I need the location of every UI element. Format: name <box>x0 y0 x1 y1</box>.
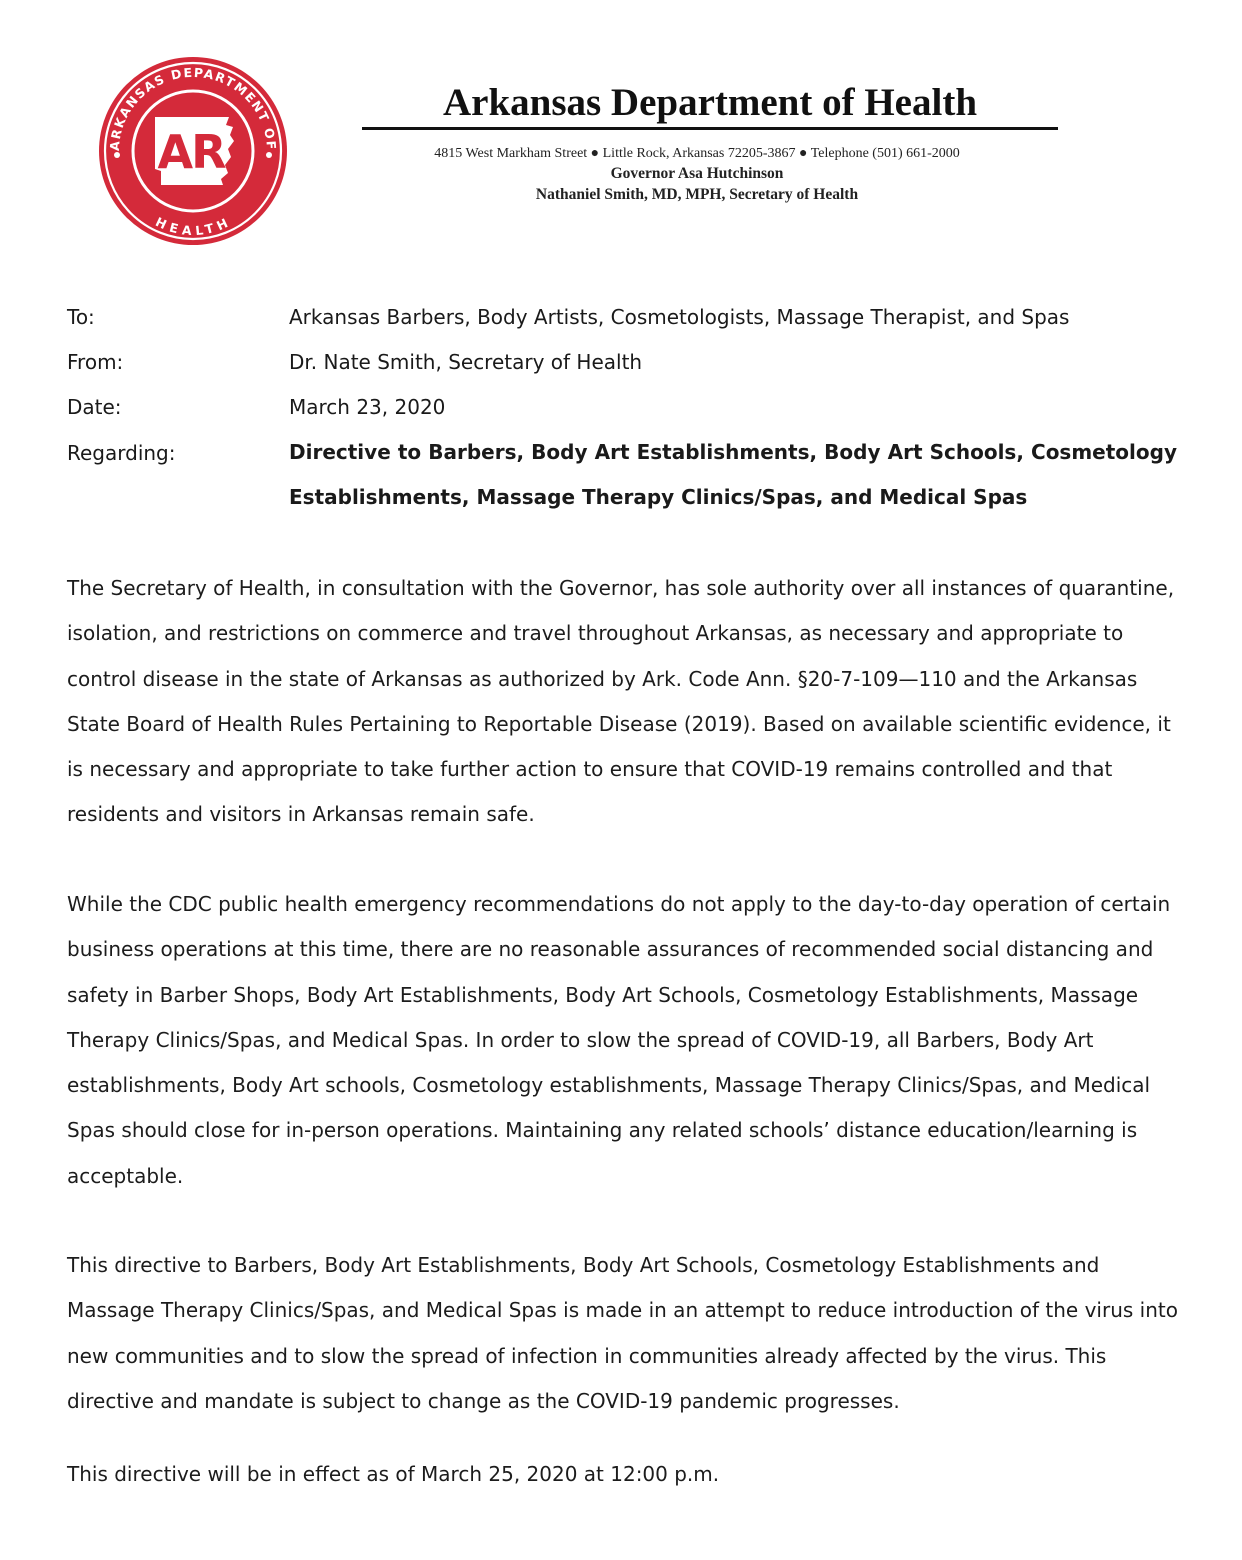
secretary-line: Nathaniel Smith, MD, MPH, Secretary of Health <box>535 186 859 203</box>
department-seal-logo <box>97 55 289 247</box>
effective-date-paragraph: This directive will be in effect as of March 25, 2020 at 12:00 p.m. <box>67 1462 720 1486</box>
memo-regarding-label: Regarding: <box>67 441 176 465</box>
body-paragraph-2: While the CDC public health emergency recommendations do not apply to the day-to-day operation of certain business operations at this time, there are no reasonable assurances of recommended social distancing and safety in Barber Shops, Body Art Establishments, Body Art Schools, Cosmetology Establishments, Massage Therapy Clinics/Spas, and Medical Spas. In order to slow the spread of COVID-19, all Barbers, Body Art establishments, Body Art schools, Cosmetology establishments, Massage Therapy Clinics/Spas, and Medical Spas should close for in-person operations. Maintaining any related schools’ distance education/learning is acceptable. <box>67 892 1171 1188</box>
address-line: 4815 West Markham Street ● Little Rock, Arkansas 72205-3867 ● Telephone (501) 661-2000 <box>434 146 960 161</box>
governor-line: Governor Asa Hutchinson <box>610 165 784 182</box>
memo-from-value: Dr. Nate Smith, Secretary of Health <box>289 350 643 374</box>
letterhead-address-block <box>362 145 1032 205</box>
memo-date-label: Date: <box>67 395 122 419</box>
seal-dot-left <box>114 152 120 158</box>
body-paragraph-1: The Secretary of Health, in consultation with the Governor, has sole authority over all instances of quarantine, isolation, and restrictions on commerce and travel throughout Arkansas, as necessary and appropriate to control disease in the state of Arkansas as authorized by Ark. Code Ann. §20-7-109—110 and the Arkansas State Board of Health Rules Pertaining to Reportable Disease (2019). Based on available scientific evidence, it is necessary and appropriate to take further action to ensure that COVID-19 remains controlled and that residents and visitors in Arkansas remain safe. <box>67 576 1175 827</box>
memo-regarding-value: Directive to Barbers, Body Art Establishments, Body Art Schools, Cosmetology Establishments, Massage Therapy Clinics/Spas, and Medical Spas <box>289 440 1177 509</box>
memo-date-value: March 23, 2020 <box>289 395 446 419</box>
memo-from-label: From: <box>67 350 124 374</box>
seal-monogram: AR <box>157 125 225 179</box>
memo-to-label: To: <box>67 305 95 329</box>
seal-dot-right <box>266 152 272 158</box>
title-underline <box>362 127 1058 130</box>
seal-bottom-text: HEALTH <box>153 213 233 238</box>
seal-top-text: ARKANSAS DEPARTMENT OF <box>106 64 280 152</box>
department-title: Arkansas Department of Health <box>442 81 978 124</box>
body-paragraph-3: This directive to Barbers, Body Art Establishments, Body Art Schools, Cosmetology Establishments and Massage Therapy Clinics/Spas, and Medical Spas is made in an attempt to reduce introduction of the virus into new communities and to slow the spread of infection in communities already affected by the virus. This directive and mandate is subject to change as the COVID-19 pandemic progresses. <box>67 1253 1178 1413</box>
memo-to-value: Arkansas Barbers, Body Artists, Cosmetologists, Massage Therapist, and Spas <box>289 305 1070 329</box>
